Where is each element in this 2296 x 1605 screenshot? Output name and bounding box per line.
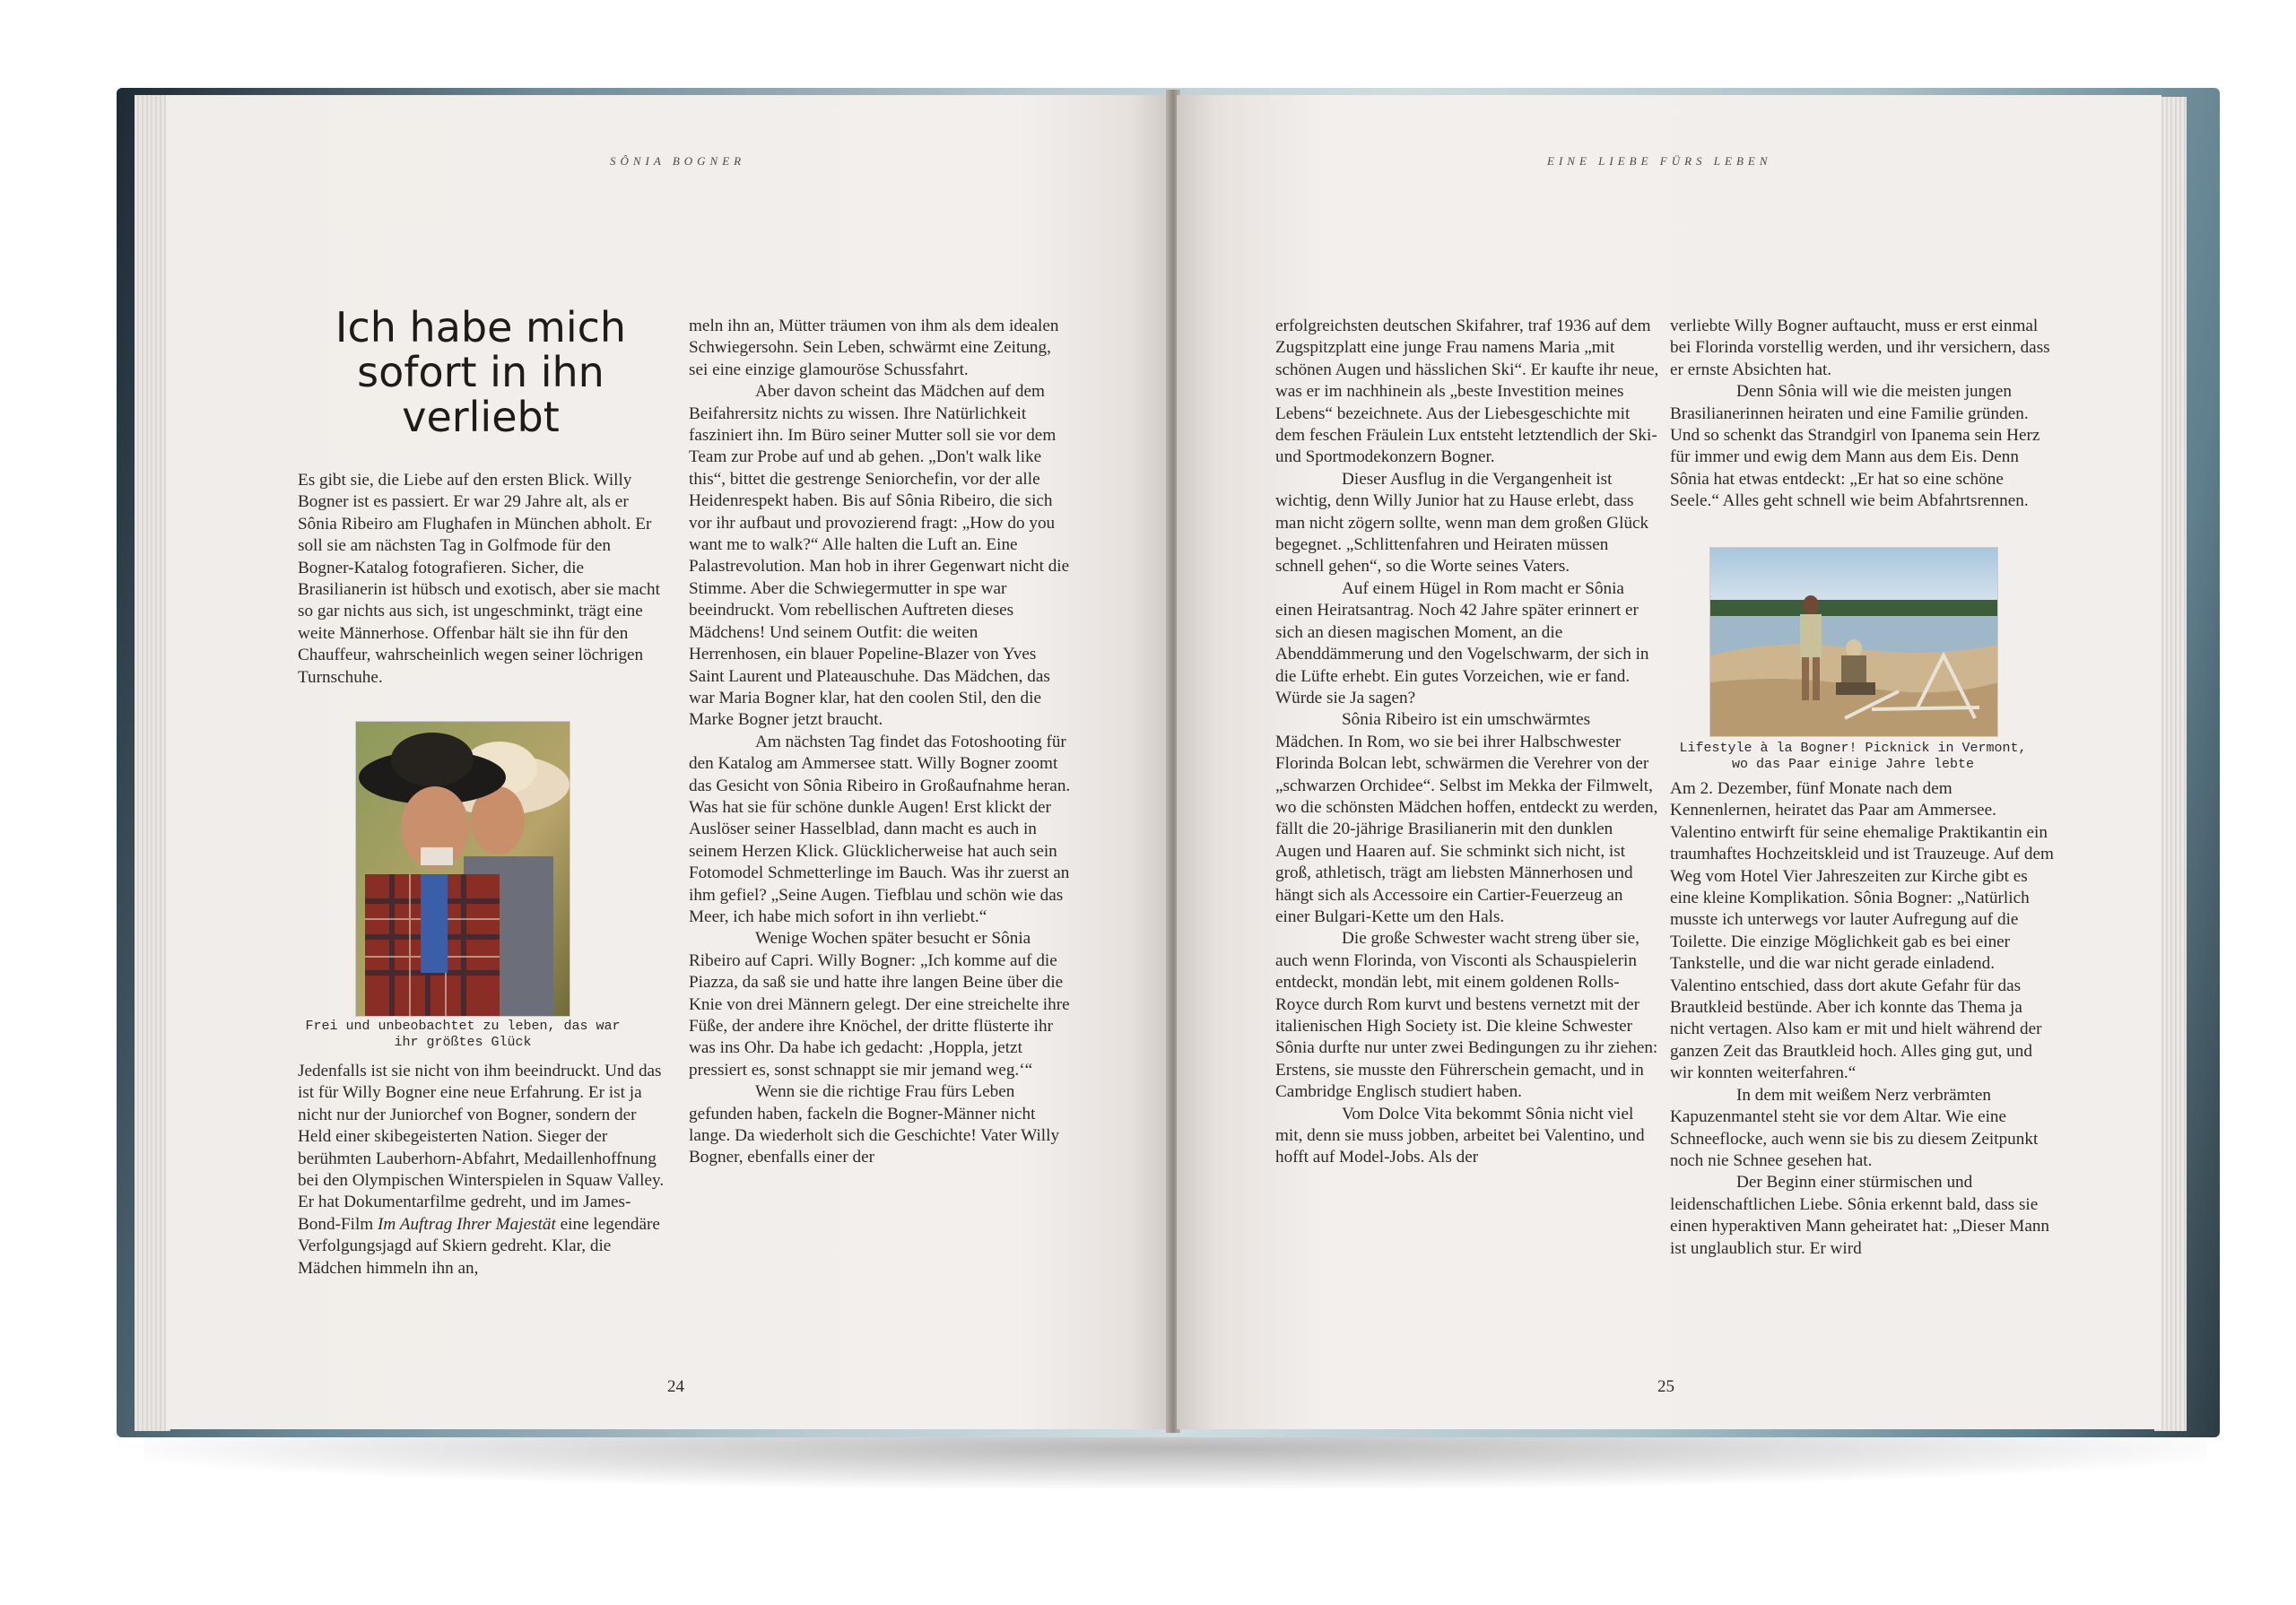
paragraph: Wenige Wochen später besucht er Sônia Ribeiro auf Capri. Willy Bogner: „Ich komme auf die Piazza, da saß sie und hatte ihre langen Beine über die Knie von drei Männern gelegt. Der eine streichelte ihre Füße, der andere ihre Knöchel, der dritte flüsterte ihr was ins Ohr. Da habe ich gedacht: ‚Hoppla, jetzt pressiert es, sonst schnappt sie mir jemand weg.‘“ xyxy=(689,929,1070,1080)
picnic-photo xyxy=(1709,547,1998,737)
page-edges-left xyxy=(135,95,170,1431)
left-col1-top xyxy=(298,470,667,689)
paragraph: Aber davon scheint das Mädchen auf dem Beifahrersitz nichts zu wissen. Ihre Natürlichkeit fasziniert ihn. Im Büro seiner Mutter soll sie vor dem Team zur Probe auf und ab gehen. „Don't walk like this“, bittet die gestrenge Seniorchefin, vor der alle Heidenrespekt haben. Bis auf Sônia Ribeiro, die sich vor ihr aufbaut und provozierend fragt: „How do you want me to walk?“ Alle halten die Luft an. Eine Palastrevolution. Man hob in ihrer Gegenwart nicht die Stimme. Aber die Schwiegermutter in spe war beeindruckt. Vom rebellischen Auftreten dieses Mädchens! Und seinem Outfit: die weiten Herrenhosen, ein blauer Popeline-Blazer von Yves Saint Laurent und Plateauschuhe. Das Mädchen, das war Maria Bogner klar, hat den coolen Stil, den die Marke Bogner jetzt braucht. xyxy=(689,382,1070,730)
left-page-number: 24 xyxy=(667,1377,684,1396)
paragraph: Der Beginn einer stürmischen und leidenschaftlichen Liebe. Sônia erkennt bald, dass sie einen hyperaktiven Mann geheiratet hat: „Dieser Mann ist unglaublich stur. Er wird xyxy=(1670,1173,2050,1258)
left-photo-caption: Frei und unbeobachtet zu leben, das war ihr größtes Glück xyxy=(305,1019,621,1050)
text-run: eine legendäre Verfolgungsjagd auf Skiern gedreht. Klar, die Mädchen himmeln ihn an, xyxy=(298,1214,660,1278)
paragraph: Am 2. Dezember, fünf Monate nach dem Kennenlernen, heiratet das Paar am Ammersee. Valentino entwirft für seine ehemalige Praktikantin ein traumhaftes Hochzeitskleid und ist Trauzeuge. Auf dem Weg vom Hotel Vier Jahreszeiten zur Kirche gibt es eine kleine Komplikation. Sônia Bogner: „Natürlich musste ich unterwegs vor lauter Aufregung auf die Toilette. Die einzige Möglichkeit gab es bei einer Tankstelle, und die war nicht gerade einladend. Valentino entschied, dass dort akute Gefahr für das Brautkleid bestünde. Aber ich konnte das Thema ja nicht vertagen. Also kam er mit und hielt während der ganzen Zeit das Brautkleid hoch. Alles ging gut, und wir konnten weiterfahren.“ xyxy=(1670,779,2054,1083)
left-col1-bottom xyxy=(298,1061,667,1280)
right-page-number: 25 xyxy=(1657,1377,1674,1396)
couple-photo xyxy=(355,721,570,1017)
text-run: Jedenfalls ist sie nicht von ihm beeindruckt. Und das ist für Willy Bogner eine neue Erfahrung. Er ist ja nicht nur der Juniorchef von Bogner, sondern der Held einer skibegeisterten Nation. Sieger der berühmten Lauberhorn-Abfahrt, Medaillenhoffnung bei den Olympischen Winterspielen in Squaw Valley. Er hat Dokumentarfilme gedreht, und im James-Bond-Film xyxy=(298,1062,665,1234)
right-photo-caption: Lifestyle à la Bogner! Picknick in Vermont, wo das Paar einige Jahre lebte xyxy=(1679,741,2027,772)
paragraph: Wenn sie die richtige Frau fürs Leben gefunden haben, fackeln die Bogner-Männer nicht lange. Da wiederholt sich die Geschichte! Vater Willy Bogner, ebenfalls einer der xyxy=(689,1082,1060,1167)
paragraph: In dem mit weißem Nerz verbrämten Kapuzenmantel steht sie vor dem Altar. Wie eine Schneeflocke, auch wenn sie bis zu diesem Zeitpunkt noch nie Schnee gesehen hat. xyxy=(1670,1085,2039,1170)
paragraph: verliebte Willy Bogner auftaucht, muss er erst einmal bei Florinda vorstellig werden, und ihr versichern, dass er ernste Absichten hat. xyxy=(1670,317,2050,379)
paragraph: Auf einem Hügel in Rom macht er Sônia einen Heiratsantrag. Noch 42 Jahre später erinnert er sich an diesen magischen Moment, an die Abenddämmerung und den Vogelschwarm, der sich in die Lüfte erhebt. Ein gutes Vorzeichen, wie er fand. Würde sie Ja sagen? xyxy=(1275,578,1649,707)
paragraph xyxy=(298,1061,667,1280)
paragraph: Denn Sônia will wie die meisten jungen Brasilianerinnen heiraten und eine Familie gründen. Und so schenkt das Strandgirl von Ipanema sein Herz für immer und ewig dem Mann aus dem Eis. Denn Sônia hat etwas entdeckt: „Er hat so eine schöne Seele.“ Alles geht schnell wie beim Abfahrtsrennen. xyxy=(1670,382,2040,511)
film-title: Im Auftrag Ihrer Majestät xyxy=(378,1214,556,1234)
right-running-head: EINE LIEBE FÜRS LEBEN xyxy=(1547,154,1772,168)
paragraph: Sônia Ribeiro ist ein umschwärmtes Mädchen. In Rom, wo sie bei ihrer Halbschwester Florinda Bolcan lebt, schwärmen die Verehrer von der „schwarzen Orchidee“. Selbst im Mekka der Filmwelt, wo die schönsten Mädchen hoffen, entdeckt zu werden, fällt die 20-jährige Brasilianerin mit den dunklen Augen und Haaren auf. Sie schminkt sich nicht, ist groß, athletisch, trägt am liebsten Männerhosen und hängt sich als Accessoire ein Cartier-Feuerzeug an einer Bulgari-Kette um den Hals. xyxy=(1275,710,1658,926)
left-col2 xyxy=(689,316,1071,1169)
paragraph: Vom Dolce Vita bekommt Sônia nicht viel mit, denn sie muss jobben, arbeitet bei Valentino, und hofft auf Model-Jobs. Als der xyxy=(1275,1104,1645,1167)
paragraph: Am nächsten Tag findet das Fotoshooting für den Katalog am Ammersee statt. Willy Bogner zoomt das Gesicht von Sônia Ribeiro in Großaufnahme heran. Was hat sie für schöne dunkle Augen! Erst klickt der Auslöser seiner Hasselblad, dann macht es auch in seinem Herzen Klick. Glücklicherweise hat auch sein Fotomodel Schmetterlinge im Bauch. Was ihr zuerst an ihm gefiel? „Seine Augen. Tiefblau und schön wie das Meer, ich habe mich sofort in ihn verliebt.“ xyxy=(689,732,1071,926)
article-title: Ich habe mich sofort in ihn verliebt xyxy=(335,303,627,441)
right-col2-bottom xyxy=(1670,778,2054,1260)
left-running-head: SÔNIA BOGNER xyxy=(610,154,746,168)
right-col1 xyxy=(1275,316,1659,1169)
paragraph: Es gibt sie, die Liebe auf den ersten Blick. Willy Bogner ist es passiert. Er war 29 Jahre alt, als er Sônia Ribeiro am Flughafen in München abholt. Er soll sie am nächsten Tag in Golfmode für den Bogner-Katalog fotografieren. Sicher, die Brasilianerin ist hübsch und exotisch, aber sie macht so gar nichts aus sich, ist ungeschminkt, trägt eine weite Männerhose. Offenbar hält sie ihn für den Chauffeur, wahrscheinlich wegen seiner löchrigen Turnschuhe. xyxy=(298,471,660,687)
paragraph: erfolgreichsten deutschen Skifahrer, traf 1936 auf dem Zugspitzplatt eine junge Frau namens Maria „mit schönen Augen und hässlichen Ski“. Er kaufte ihr neue, was er im nachhinein als „beste Investition meines Lebens“ bezeichnete. Aus der Liebesgeschichte mit dem feschen Fräulein Lux entsteht letztendlich der Ski- und Sportmodekonzern Bogner. xyxy=(1275,317,1659,467)
right-col2-top xyxy=(1670,316,2054,513)
paragraph: Die große Schwester wacht streng über sie, auch wenn Florinda, von Visconti als Schauspielerin entdeckt, mondän lebt, mit einem goldenen Rolls-Royce durch Rom kurvt und bestens vernetzt mit der italienischen High Society ist. Die kleine Schwester Sônia durfte nur unter zwei Bedingungen zu ihr ziehen: Erstens, sie musste den Führerschein gemacht, und in Cambridge Englisch studiert haben. xyxy=(1275,929,1658,1102)
paragraph: meln ihn an, Mütter träumen von ihm als dem idealen Schwiegersohn. Sein Leben, schwärmt eine Zeitung, sei eine einzige glamouröse Schussfahrt. xyxy=(689,317,1059,379)
paragraph: Dieser Ausflug in die Vergangenheit ist wichtig, denn Willy Junior hat zu Hause erlebt, dass man nicht zögern sollte, wenn man dem großen Glück begegnet. „Schlittenfahren und Heiraten müssen schnell gehen“, so die Worte seines Vaters. xyxy=(1275,469,1649,577)
